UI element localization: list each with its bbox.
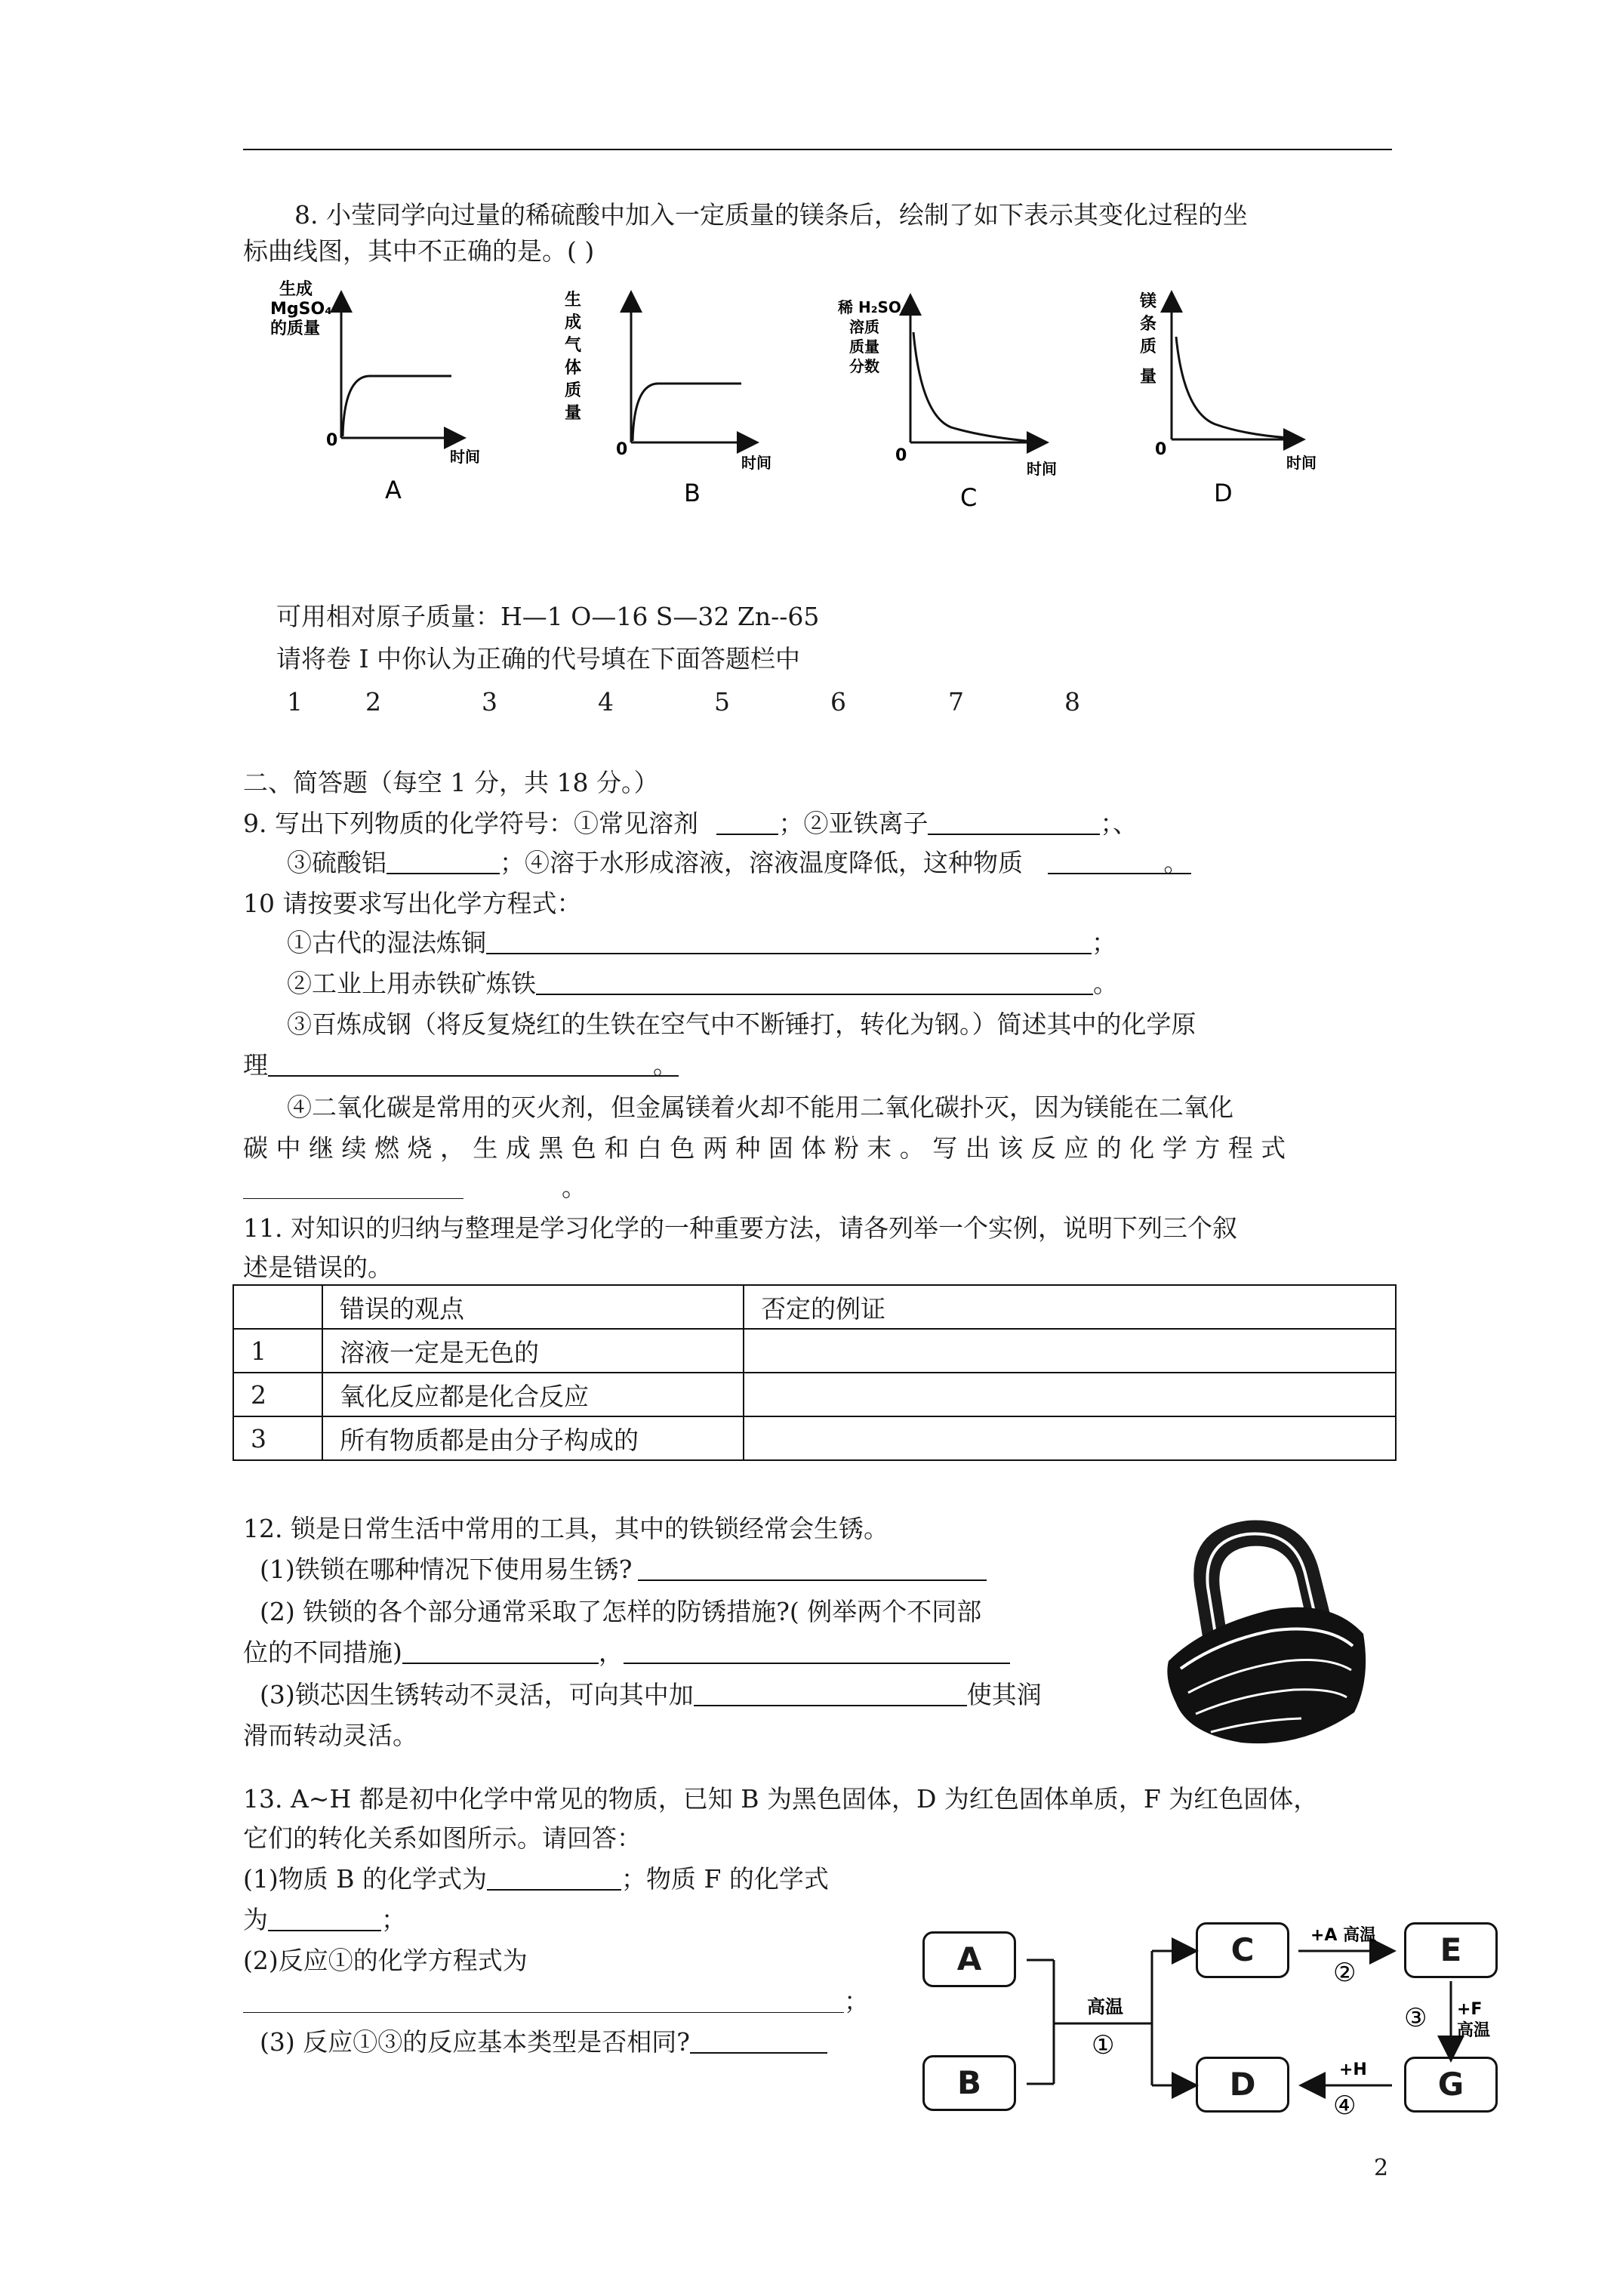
chart-b-ylabel-5: 质 [565,381,582,400]
table-cell-view: 所有物质都是由分子构成的 [322,1416,744,1460]
table-row [233,1416,1396,1460]
reaction3-condition: 高温 [1457,2021,1491,2040]
q10-text: 。 [562,1173,587,1202]
chart-d-ylabel-4: 量 [1140,368,1157,387]
lock-body-icon [1167,1607,1366,1743]
chart-a-origin: 0 [326,431,338,450]
q13-blank-reaction-type[interactable] [690,2029,827,2054]
node-g: G [1404,2057,1498,2113]
q10-item4-line1: ④二氧化碳是常用的灭火剂，但金属镁着火却不能用二氧化碳扑灭，因为镁能在二氧化 [287,1093,1233,1122]
q12-text: 使其润 [966,1680,1042,1709]
q13-text: (1)物质 B 的化学式为 [243,1864,487,1894]
table-cell-view: 氧化反应都是化合反应 [322,1373,744,1416]
chart-c-ylabel-1: 稀 H₂SO₄ [838,298,908,316]
q13-text: ；物质 F 的化学式 [621,1864,829,1894]
chart-b-ylabel-3: 气 [565,336,582,355]
q9-blank-aluminium-sulfate[interactable] [387,850,500,874]
section2-title: 二、简答题（每空 1 分，共 18 分。） [243,768,659,797]
q10-text: 。 [1093,969,1118,998]
q13-text: (3) 反应①③的反应基本类型是否相同? [260,2027,690,2057]
q10-text: 理 [243,1050,268,1080]
q12-text: ， [598,1638,624,1667]
chart-d-ylabel-3: 质 [1140,337,1157,356]
answer-number: 7 [948,687,964,717]
q9-text: ③硫酸铝 [287,848,387,877]
chart-a-xlabel: 时间 [450,448,480,466]
q9-blank-ferrous-ion[interactable] [928,811,1100,835]
q10-text: ； [1092,928,1116,957]
answer-number: 6 [830,687,846,717]
q11-line2: 述是错误的。 [243,1253,393,1282]
q13-part2: (2)反应①的化学方程式为 [243,1946,528,1975]
reaction4-number: ④ [1333,2091,1357,2121]
table-cell-index: 1 [233,1329,322,1373]
q8-line2: 标曲线图，其中不正确的是。( ) [243,236,595,266]
answer-number: 2 [365,687,381,717]
chart-c [837,297,1057,512]
q12-blank-rust-condition[interactable] [638,1557,987,1581]
q13-text: ； [844,1986,869,2016]
q12-part2-line2 [243,1640,1010,1665]
q10-text: ①古代的湿法炼铜 [287,928,486,957]
chart-b-xlabel: 时间 [741,454,771,472]
q9-text: ；④溶于水形成溶液，溶液温度降低，这种物质 [500,848,1023,877]
q13-blank-reaction1[interactable] [243,1989,844,2013]
chart-d-ylabel-1: 镁 [1140,292,1157,311]
chart-a [270,280,480,504]
q10-blank-principle[interactable] [268,1052,679,1077]
chart-c-ylabel-4: 分数 [849,357,879,375]
q12-blank-measure-2[interactable] [624,1640,1010,1664]
q10-item3-line2 [243,1050,678,1080]
reaction2-condition: +A 高温 [1310,1926,1377,1945]
reaction1-number: ① [1092,2030,1115,2060]
q10-item4-line2: 碳 中 继 续 燃 烧 ， 生 成 黑 色 和 白 色 两 种 固 体 粉 末 。 写 出 该 反 应 的 化 学 方 程 式 [243,1133,1286,1163]
chart-d-ylabel-2: 条 [1140,315,1157,334]
q11-line1: 11. 对知识的归纳与整理是学习化学的一种重要方法，请各列举一个实例，说明下列三个叙 [243,1213,1237,1243]
chart-a-ylabel-1: 生成 [279,280,313,299]
q12-part1 [260,1557,987,1582]
q12-blank-lubricant[interactable] [694,1682,967,1706]
table-header-row [233,1285,1396,1329]
chart-d-xlabel: 时间 [1286,454,1317,472]
answer-number: 8 [1064,687,1080,717]
node-e: E [1404,1922,1498,1978]
q9-text: 9. 写出下列物质的化学符号：①常见溶剂 [243,809,698,838]
chart-b-ylabel-6: 量 [565,404,582,423]
answer-instruction: 请将卷 I 中你认为正确的代号填在下面答题栏中 [276,644,801,673]
table-header-cell: 错误的观点 [322,1285,744,1329]
table-row [233,1373,1396,1416]
chart-b-ylabel-4: 体 [565,359,582,378]
q12-title: 12. 锁是日常生活中常用的工具，其中的铁锁经常会生锈。 [243,1514,888,1543]
q13-part1-line2 [243,1907,406,1932]
q10-item3-line1: ③百炼成钢（将反复烧红的生铁在空气中不断锤打，转化为钢。）简述其中的化学原 [287,1009,1196,1039]
reaction1-condition: 高温 [1087,1996,1123,2017]
chart-b-ylabel-1: 生 [565,291,582,310]
table-cell-index: 2 [233,1373,322,1416]
q10-item1 [287,930,1116,955]
q10-blank-mg-co2[interactable] [243,1176,463,1199]
chart-a-ylabel-2: MgSO₄ [270,300,332,319]
chart-d-origin: 0 [1155,440,1167,459]
q9-line1 [243,811,1138,836]
chart-b-letter: B [684,479,701,507]
q12-text: (1)铁锁在哪种情况下使用易生锈? [260,1555,633,1584]
answer-number: 4 [598,687,614,717]
chart-a-curve [343,376,451,436]
chart-c-origin: 0 [895,446,907,465]
q10-blank-iron-smelting[interactable] [536,971,1093,995]
reaction4-reagent: +H [1339,2060,1367,2079]
q13-text: 为 [243,1905,268,1934]
padlock-image [1158,1513,1377,1749]
chart-c-xlabel: 时间 [1027,460,1057,478]
q13-part1 [243,1864,829,1894]
node-c: C [1196,1922,1289,1978]
chart-d-curve [1176,337,1289,438]
chart-a-ylabel-3: 的质量 [270,319,321,338]
q12-blank-measure-1[interactable] [402,1640,599,1664]
chart-b-curve [633,384,741,441]
q10-title: 10 请按要求写出化学方程式： [243,889,582,918]
q10-text: ②工业上用赤铁矿炼铁 [287,969,536,998]
table-row [233,1329,1396,1373]
node-b: B [922,2055,1016,2111]
q9-text: ；②亚铁离子 [778,809,929,838]
chart-c-letter: C [960,483,978,512]
q12-part3 [260,1682,1042,1707]
q11-table [233,1284,1397,1461]
reaction3-number: ③ [1404,2003,1427,2033]
atomic-masses: 可用相对原子质量：H—1 O—16 S—32 Zn--65 [276,602,820,631]
chart-b-origin: 0 [616,440,628,459]
q13-blank-f-formula[interactable] [268,1907,381,1931]
q13-part2-line2 [243,1986,869,2016]
q9-text: ；、 [1100,809,1138,838]
q9-text: 。 [1163,848,1189,877]
chart-c-curve [913,332,1027,441]
q10-text: 。 [653,1050,678,1080]
answer-number: 3 [482,687,497,717]
q12-text: (3)锁芯因生锈转动不灵活，可向其中加 [260,1680,694,1709]
table-header-cell [233,1285,322,1329]
q8-line1: 8. 小莹同学向过量的稀硫酸中加入一定质量的镁条后，绘制了如下表示其变化过程的坐 [294,200,1248,230]
table-cell-example[interactable] [744,1416,1396,1460]
q13-blank-b-formula[interactable] [487,1866,621,1891]
table-cell-example[interactable] [744,1373,1396,1416]
q9-line2 [287,850,1189,875]
chart-b [565,291,771,507]
q9-blank-solvent[interactable] [716,811,778,835]
chart-a-letter: A [385,476,402,504]
q13-line2: 它们的转化关系如图所示。请回答： [243,1823,642,1853]
q13-line1: 13. A~H 都是初中化学中常见的物质，已知 B 为黑色固体，D 为红色固体单质，F 为红色固体， [243,1784,1319,1814]
q13-part3 [260,2027,827,2057]
table-cell-index: 3 [233,1416,322,1460]
table-header-cell: 否定的例证 [744,1285,1396,1329]
reaction2-number: ② [1333,1958,1357,1988]
q12-text: 位的不同措施) [243,1638,402,1667]
q13-text: ； [381,1905,406,1934]
q12-part2-line1: (2) 铁锁的各个部分通常采取了怎样的防锈措施?( 例举两个不同部 [260,1597,982,1626]
table-cell-view: 溶液一定是无色的 [322,1329,744,1373]
chart-c-ylabel-3: 质量 [849,337,879,356]
answer-number: 5 [714,687,730,717]
q12-part3-line2: 滑而转动灵活。 [243,1721,417,1750]
q10-blank-wet-copper[interactable] [486,930,1092,954]
chart-d-letter: D [1214,479,1233,507]
q10-item4-line3 [243,1175,587,1200]
q8-charts [257,279,1374,521]
chart-c-ylabel-2: 溶质 [849,318,879,336]
chart-d [1139,291,1317,507]
page-number: 2 [1374,2155,1389,2181]
answer-number: 1 [287,687,303,717]
node-d: D [1196,2057,1289,2113]
chart-b-ylabel-2: 成 [565,313,582,332]
reaction3-reagent: +F [1457,2000,1483,2019]
table-cell-example[interactable] [744,1329,1396,1373]
q10-item2 [287,971,1118,996]
header-rule [243,149,1392,150]
node-a: A [922,1931,1016,1987]
